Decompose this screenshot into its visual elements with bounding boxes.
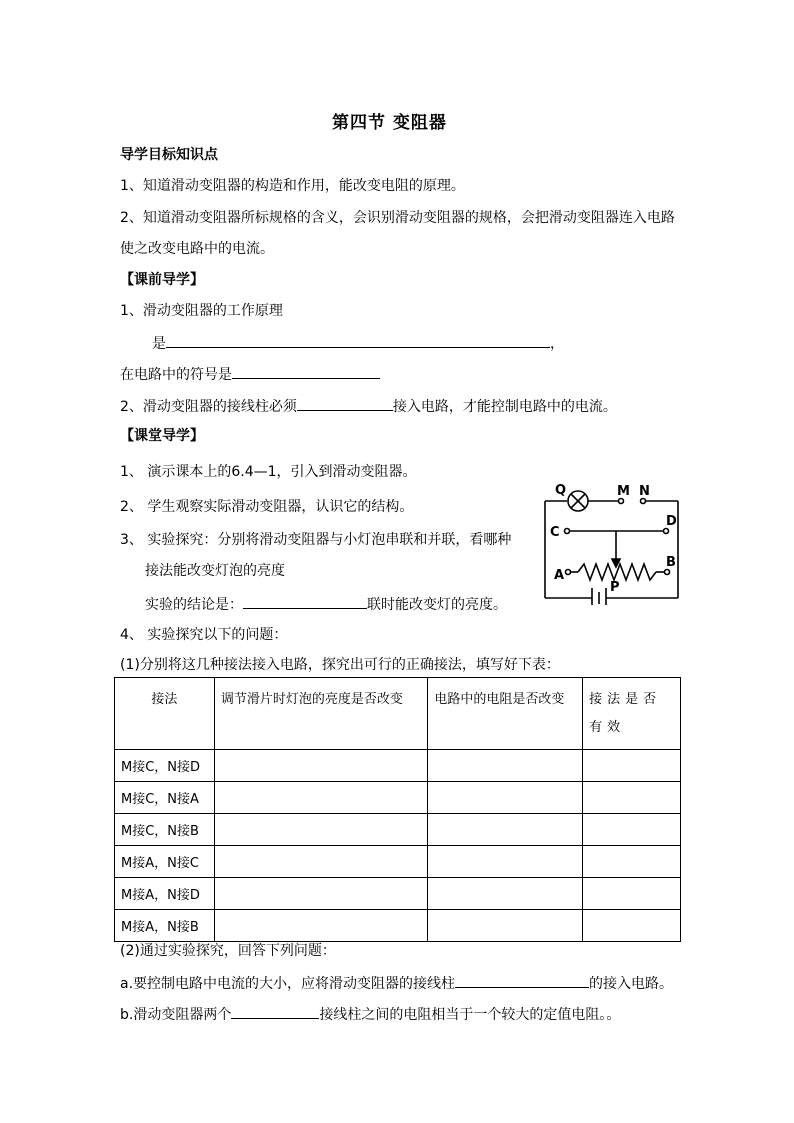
table-row bbox=[115, 750, 681, 782]
conclusion-blank[interactable] bbox=[243, 594, 367, 609]
brightness-cell[interactable] bbox=[214, 878, 428, 910]
part2-b-before: b.滑动变阻器两个 bbox=[120, 1007, 232, 1023]
goals-heading: 导学目标知识点 bbox=[120, 147, 218, 163]
header-valid: 接法是否有效 bbox=[583, 678, 681, 750]
symbol-label: 在电路中的符号是 bbox=[120, 367, 232, 383]
resistance-cell[interactable] bbox=[428, 846, 583, 878]
pre-q1-is: 是 bbox=[152, 336, 166, 352]
part2-b bbox=[120, 1004, 620, 1024]
header-method: 接法 bbox=[115, 678, 215, 750]
in-class-item-1: 1、 演示课本上的6.4—1，引入到滑动变阻器。 bbox=[120, 464, 417, 480]
resistance-cell[interactable] bbox=[428, 910, 583, 942]
valid-cell[interactable] bbox=[583, 782, 681, 814]
label-m: M bbox=[617, 484, 630, 499]
label-d: D bbox=[666, 514, 677, 529]
row-method: M接A，N接C bbox=[115, 846, 215, 878]
brightness-cell[interactable] bbox=[214, 846, 428, 878]
symbol-blank[interactable] bbox=[232, 364, 380, 379]
goal-item-2-line1: 2、知道滑动变阻器所标规格的含义，会识别滑动变阻器的规格，会把滑动变阻器连入电路 bbox=[120, 210, 675, 226]
pre-q1: 1、滑动变阻器的工作原理 bbox=[120, 303, 283, 319]
table-row bbox=[115, 910, 681, 942]
row-method: M接C，N接B bbox=[115, 814, 215, 846]
in-class-item-3-conclusion bbox=[145, 594, 507, 614]
in-class-heading: 【课堂导学】 bbox=[120, 428, 204, 444]
part2-b-after: 接线柱之间的电阻相当于一个较大的定值电阻。。 bbox=[319, 1007, 621, 1023]
conclusion-before: 实验的结论是： bbox=[145, 597, 243, 613]
pre-q1-line bbox=[152, 333, 564, 353]
label-q: Q bbox=[555, 483, 567, 498]
label-n: N bbox=[639, 484, 650, 499]
pre-q1-symbol-line bbox=[120, 364, 380, 384]
valid-cell[interactable] bbox=[583, 814, 681, 846]
row-method: M接C，N接D bbox=[115, 750, 215, 782]
pre-class-heading: 【课前导学】 bbox=[120, 272, 204, 288]
terminal-rule-blank[interactable] bbox=[297, 396, 393, 411]
valid-cell[interactable] bbox=[583, 846, 681, 878]
row-method: M接A，N接B bbox=[115, 910, 215, 942]
header-brightness: 调节滑片时灯泡的亮度是否改变 bbox=[214, 678, 428, 750]
valid-cell[interactable] bbox=[583, 750, 681, 782]
resistance-cell[interactable] bbox=[428, 782, 583, 814]
header-resistance: 电路中的电阻是否改变 bbox=[428, 678, 583, 750]
label-a: A bbox=[554, 568, 565, 583]
pre-q2-after: 接入电路，才能控制电路中的电流。 bbox=[392, 399, 617, 415]
row-method: M接C，N接A bbox=[115, 782, 215, 814]
in-class-item-3-line2: 接法能改变灯泡的亮度 bbox=[145, 563, 285, 579]
in-class-item-2: 2、 学生观察实际滑动变阻器，认识它的结构。 bbox=[120, 499, 414, 515]
goal-item-1: 1、知道滑动变阻器的构造和作用，能改变电阻的原理。 bbox=[120, 178, 465, 194]
pre-q2-before: 2、滑动变阻器的接线柱必须 bbox=[120, 399, 297, 415]
pre-q1-comma: ， bbox=[550, 336, 564, 352]
brightness-cell[interactable] bbox=[214, 814, 428, 846]
part2-a-after: 的接入电路。 bbox=[589, 976, 674, 992]
valid-cell[interactable] bbox=[583, 910, 681, 942]
part2-heading: (2)通过实验探究，回答下列问题： bbox=[120, 943, 336, 959]
page-title: 第四节 变阻器 bbox=[332, 113, 447, 133]
valid-cell[interactable] bbox=[583, 878, 681, 910]
resistance-cell[interactable] bbox=[428, 878, 583, 910]
in-class-item-3-line1: 3、 实验探究：分别将滑动变阻器与小灯泡串联和并联，看哪种 bbox=[120, 532, 512, 548]
experiment-table bbox=[114, 677, 681, 942]
pre-q2-line bbox=[120, 396, 617, 416]
table-row bbox=[115, 846, 681, 878]
table-row bbox=[115, 878, 681, 910]
part2-b-blank[interactable] bbox=[231, 1004, 319, 1019]
part2-a-blank[interactable] bbox=[455, 973, 589, 988]
table-row bbox=[115, 814, 681, 846]
part2-a-before: a.要控制电路中电流的大小，应将滑动变阻器的接线柱 bbox=[120, 976, 456, 992]
brightness-cell[interactable] bbox=[214, 750, 428, 782]
table-row bbox=[115, 782, 681, 814]
label-c: C bbox=[550, 525, 560, 540]
label-b: B bbox=[666, 555, 676, 570]
brightness-cell[interactable] bbox=[214, 910, 428, 942]
resistance-cell[interactable] bbox=[428, 814, 583, 846]
label-p: P bbox=[610, 580, 620, 595]
conclusion-after: 联时能改变灯的亮度。 bbox=[367, 597, 507, 613]
in-class-item-4-sub1: (1)分别将这几种接法接入电路，探究出可行的正确接法，填写好下表： bbox=[120, 657, 560, 673]
part2-a bbox=[120, 973, 673, 993]
in-class-item-4: 4、 实验探究以下的问题： bbox=[120, 627, 288, 643]
table-header-row bbox=[115, 678, 681, 750]
goal-item-2-line2: 使之改变电路中的电流。 bbox=[120, 241, 274, 257]
brightness-cell[interactable] bbox=[214, 782, 428, 814]
row-method: M接A，N接D bbox=[115, 878, 215, 910]
circuit-diagram bbox=[540, 480, 685, 605]
resistance-cell[interactable] bbox=[428, 750, 583, 782]
principle-blank[interactable] bbox=[166, 333, 550, 348]
